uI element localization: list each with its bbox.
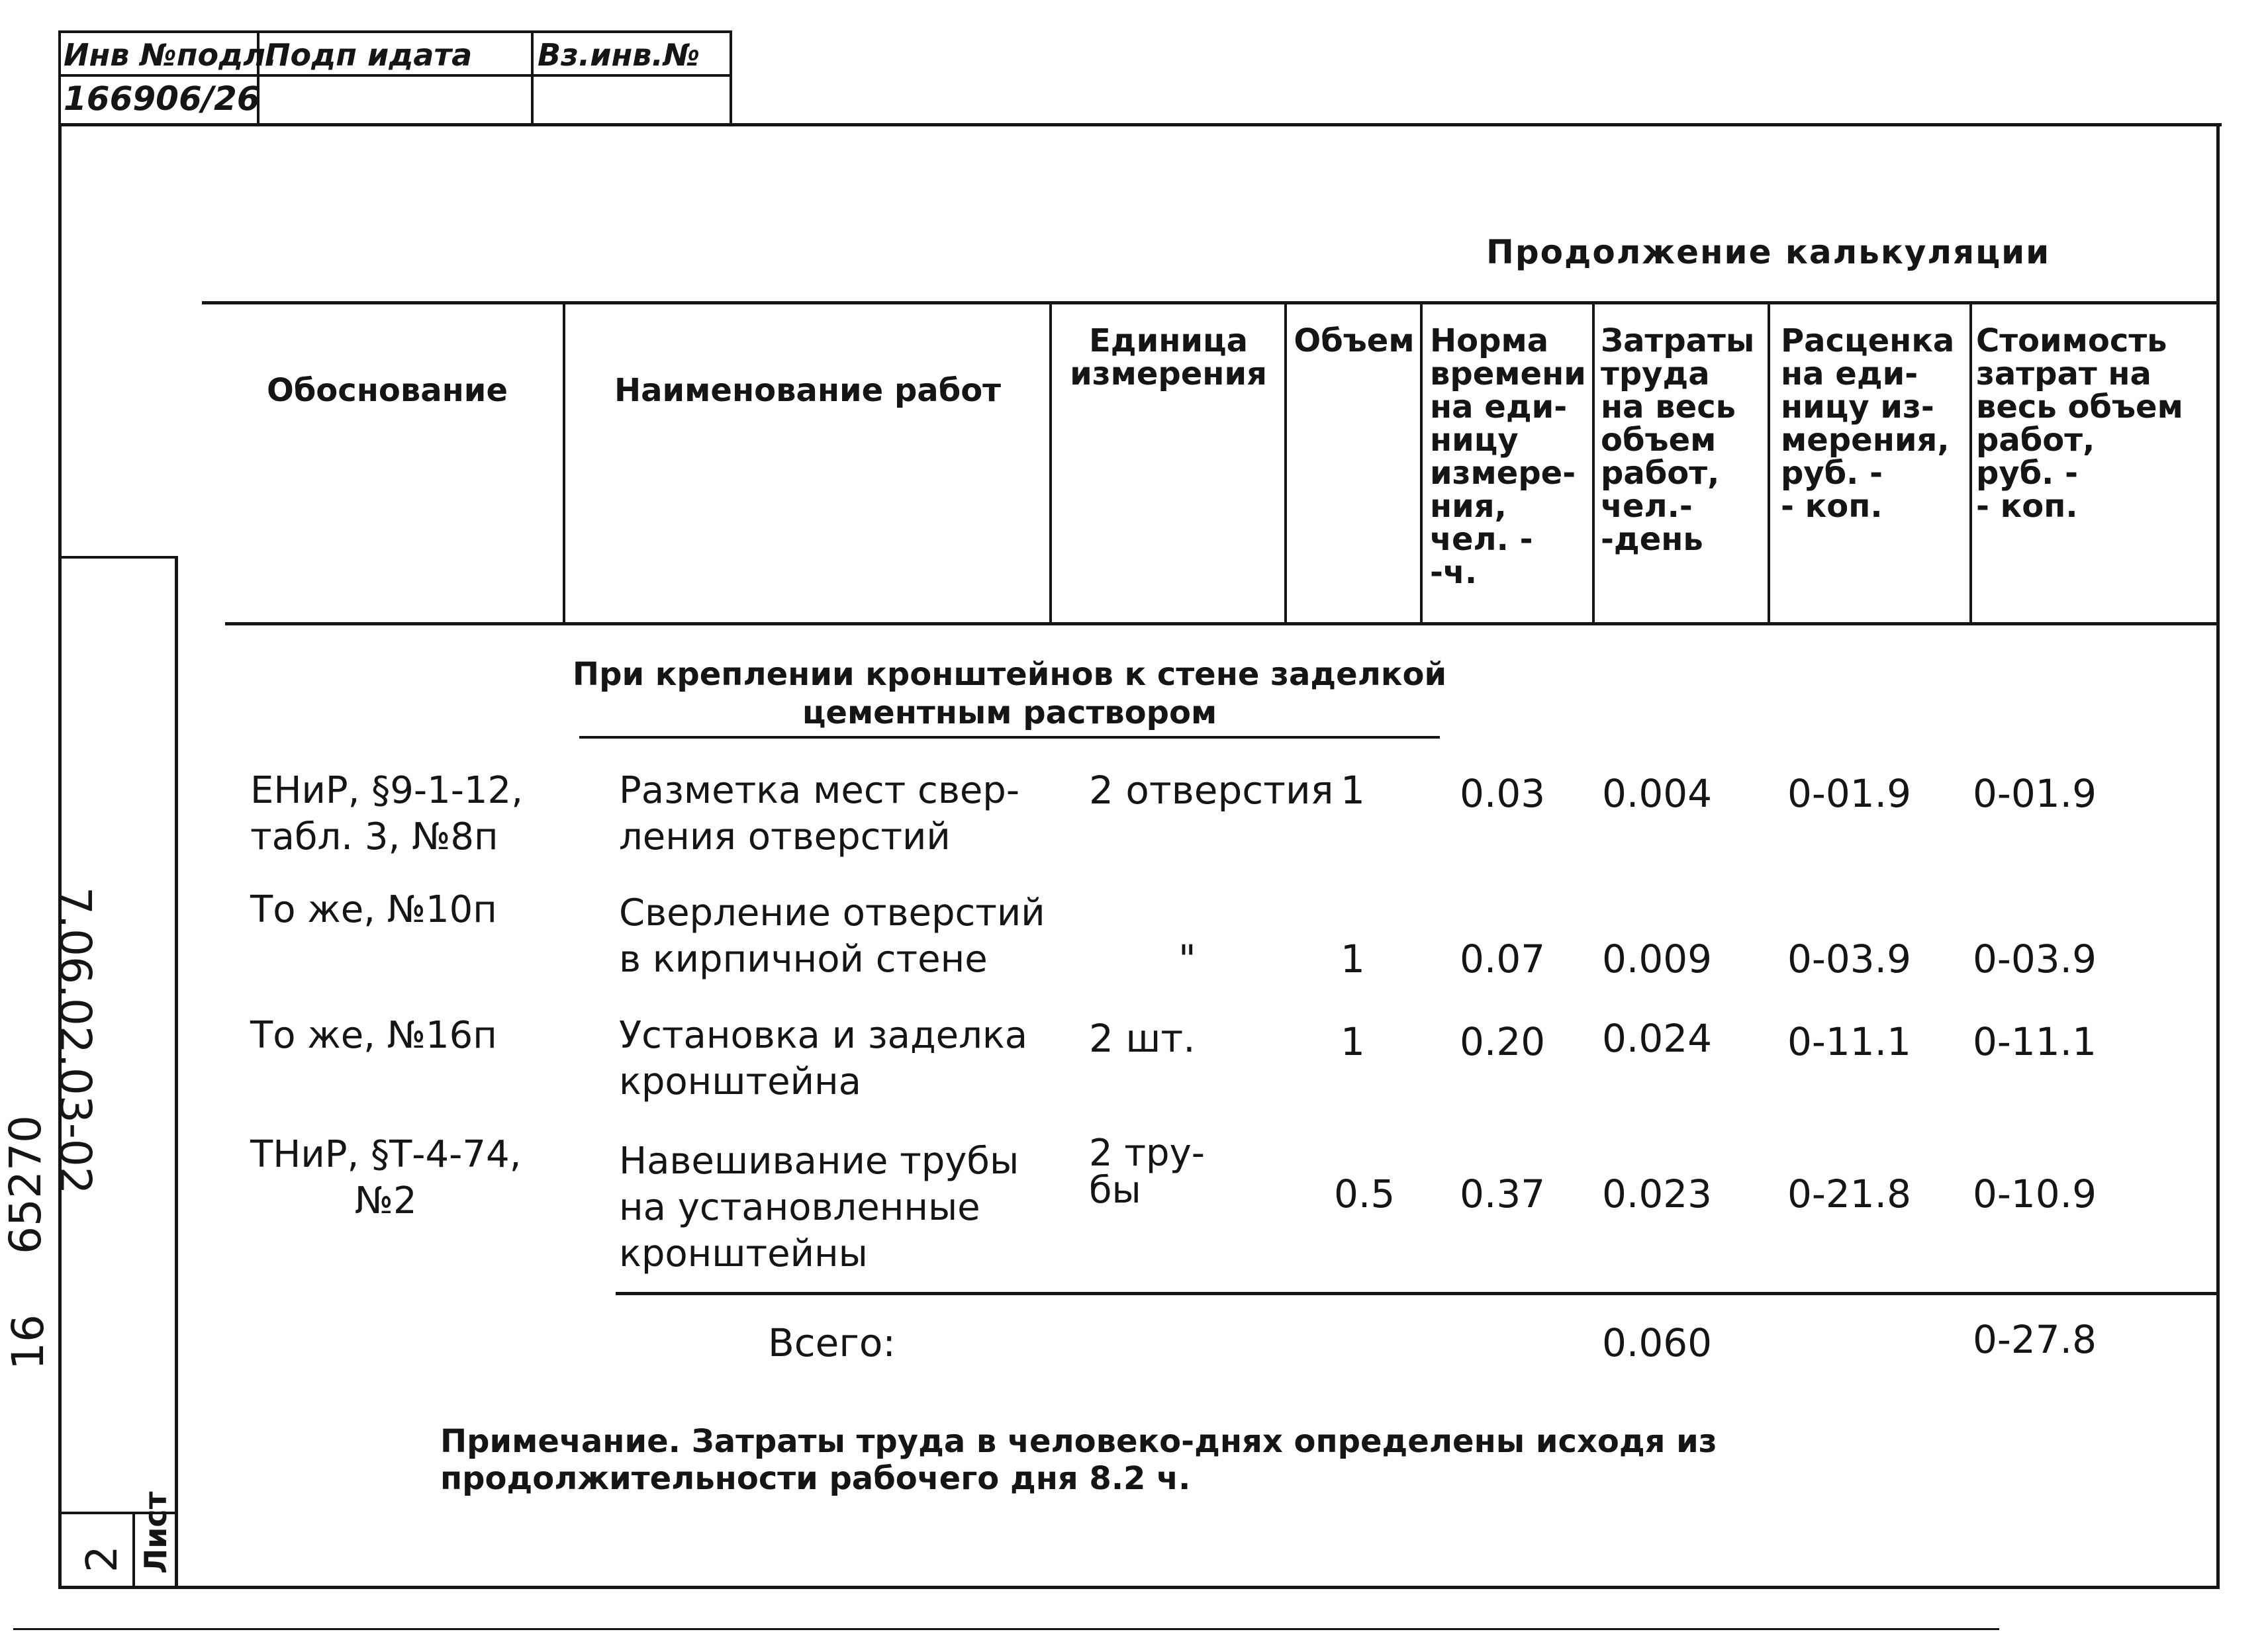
- row-labor: 0.009: [1602, 936, 1713, 981]
- page-number: 16: [3, 1314, 54, 1370]
- total-label: Всего:: [768, 1320, 896, 1365]
- row-work: Навешивание трубы на установленные кронштейны: [619, 1140, 1019, 1275]
- row-rate: 0-11.1: [1787, 1019, 1911, 1064]
- row-unit: 2 отверстия: [1089, 768, 1334, 813]
- row-volume: 0.5: [1334, 1171, 1395, 1216]
- total-cost: 0-27.8: [1973, 1317, 2097, 1362]
- header-volume: Объем: [1294, 322, 1415, 359]
- header-cost: Стоимость затрат на весь объем работ, руб. - - коп.: [1976, 322, 2183, 525]
- section-heading: При креплении кронштейнов к стене заделкой цементным раствором: [572, 656, 1447, 731]
- row-cost: 0-01.9: [1973, 771, 2097, 816]
- footnote: Примечание. Затраты труда в человеко-днях определены исходя из продолжительности рабочего дня 8.2 ч.: [440, 1423, 1717, 1497]
- row-unit: 2 тру- бы: [1089, 1132, 1205, 1212]
- row-rate: 0-03.9: [1787, 936, 1911, 981]
- row-volume: 1: [1341, 1019, 1365, 1064]
- row-unit: ": [1178, 936, 1196, 981]
- header-labor: Затраты труда на весь объем работ, чел.- -день: [1601, 322, 1755, 558]
- archive-number: 65270: [0, 1115, 51, 1254]
- row-norm: 0.03: [1460, 771, 1546, 816]
- page-title: Продолжение калькуляции: [1486, 233, 2051, 271]
- header-time-norm: Норма времени на еди- ницу измере- ния, чел. - -ч.: [1430, 322, 1586, 591]
- row-basis: То же, №10п: [250, 888, 497, 931]
- header-unit: Единица измерения: [1070, 322, 1267, 392]
- row-rate: 0-21.8: [1787, 1171, 1911, 1216]
- row-unit: 2 шт.: [1089, 1016, 1196, 1061]
- row-work: Установка и заделка кронштейна: [619, 1014, 1028, 1103]
- document-code: 7.06.02.03-02: [50, 887, 101, 1195]
- row-basis: ТНиР, §Т-4-74, №2: [250, 1133, 522, 1222]
- row-cost: 0-03.9: [1973, 936, 2097, 981]
- row-work: Сверление отверстий в кирпичной стене: [619, 891, 1045, 981]
- stamp-replaced-label: Вз.инв.№: [538, 37, 700, 73]
- total-labor: 0.060: [1602, 1320, 1713, 1365]
- row-basis: ЕНиР, §9-1-12, табл. 3, №8п: [250, 769, 523, 858]
- row-basis: То же, №16п: [250, 1014, 497, 1057]
- stamp-inventory-label: Инв №подл.: [64, 37, 277, 73]
- row-cost: 0-10.9: [1973, 1171, 2097, 1216]
- sheet-label: Лист: [138, 1491, 173, 1574]
- row-volume: 1: [1341, 768, 1365, 813]
- stamp-signature-label: Подп идата: [265, 37, 473, 73]
- row-labor: 0.023: [1602, 1171, 1713, 1216]
- row-norm: 0.07: [1460, 936, 1546, 981]
- sheet-number: 2: [78, 1545, 127, 1573]
- row-norm: 0.20: [1460, 1019, 1546, 1064]
- row-norm: 0.37: [1460, 1171, 1546, 1216]
- row-labor: 0.004: [1602, 771, 1713, 816]
- row-labor: 0.024: [1602, 1016, 1713, 1061]
- row-cost: 0-11.1: [1973, 1019, 2097, 1064]
- header-basis: Обоснование: [266, 372, 508, 409]
- stamp-inventory-value: 166906/26: [64, 79, 260, 118]
- row-rate: 0-01.9: [1787, 771, 1911, 816]
- row-volume: 1: [1341, 936, 1365, 981]
- row-work: Разметка мест свер- ления отверстий: [619, 769, 1020, 858]
- header-rate: Расценка на еди- ницу из- мерения, руб. - - коп.: [1781, 322, 1955, 525]
- header-work-name: Наименование работ: [614, 372, 1001, 409]
